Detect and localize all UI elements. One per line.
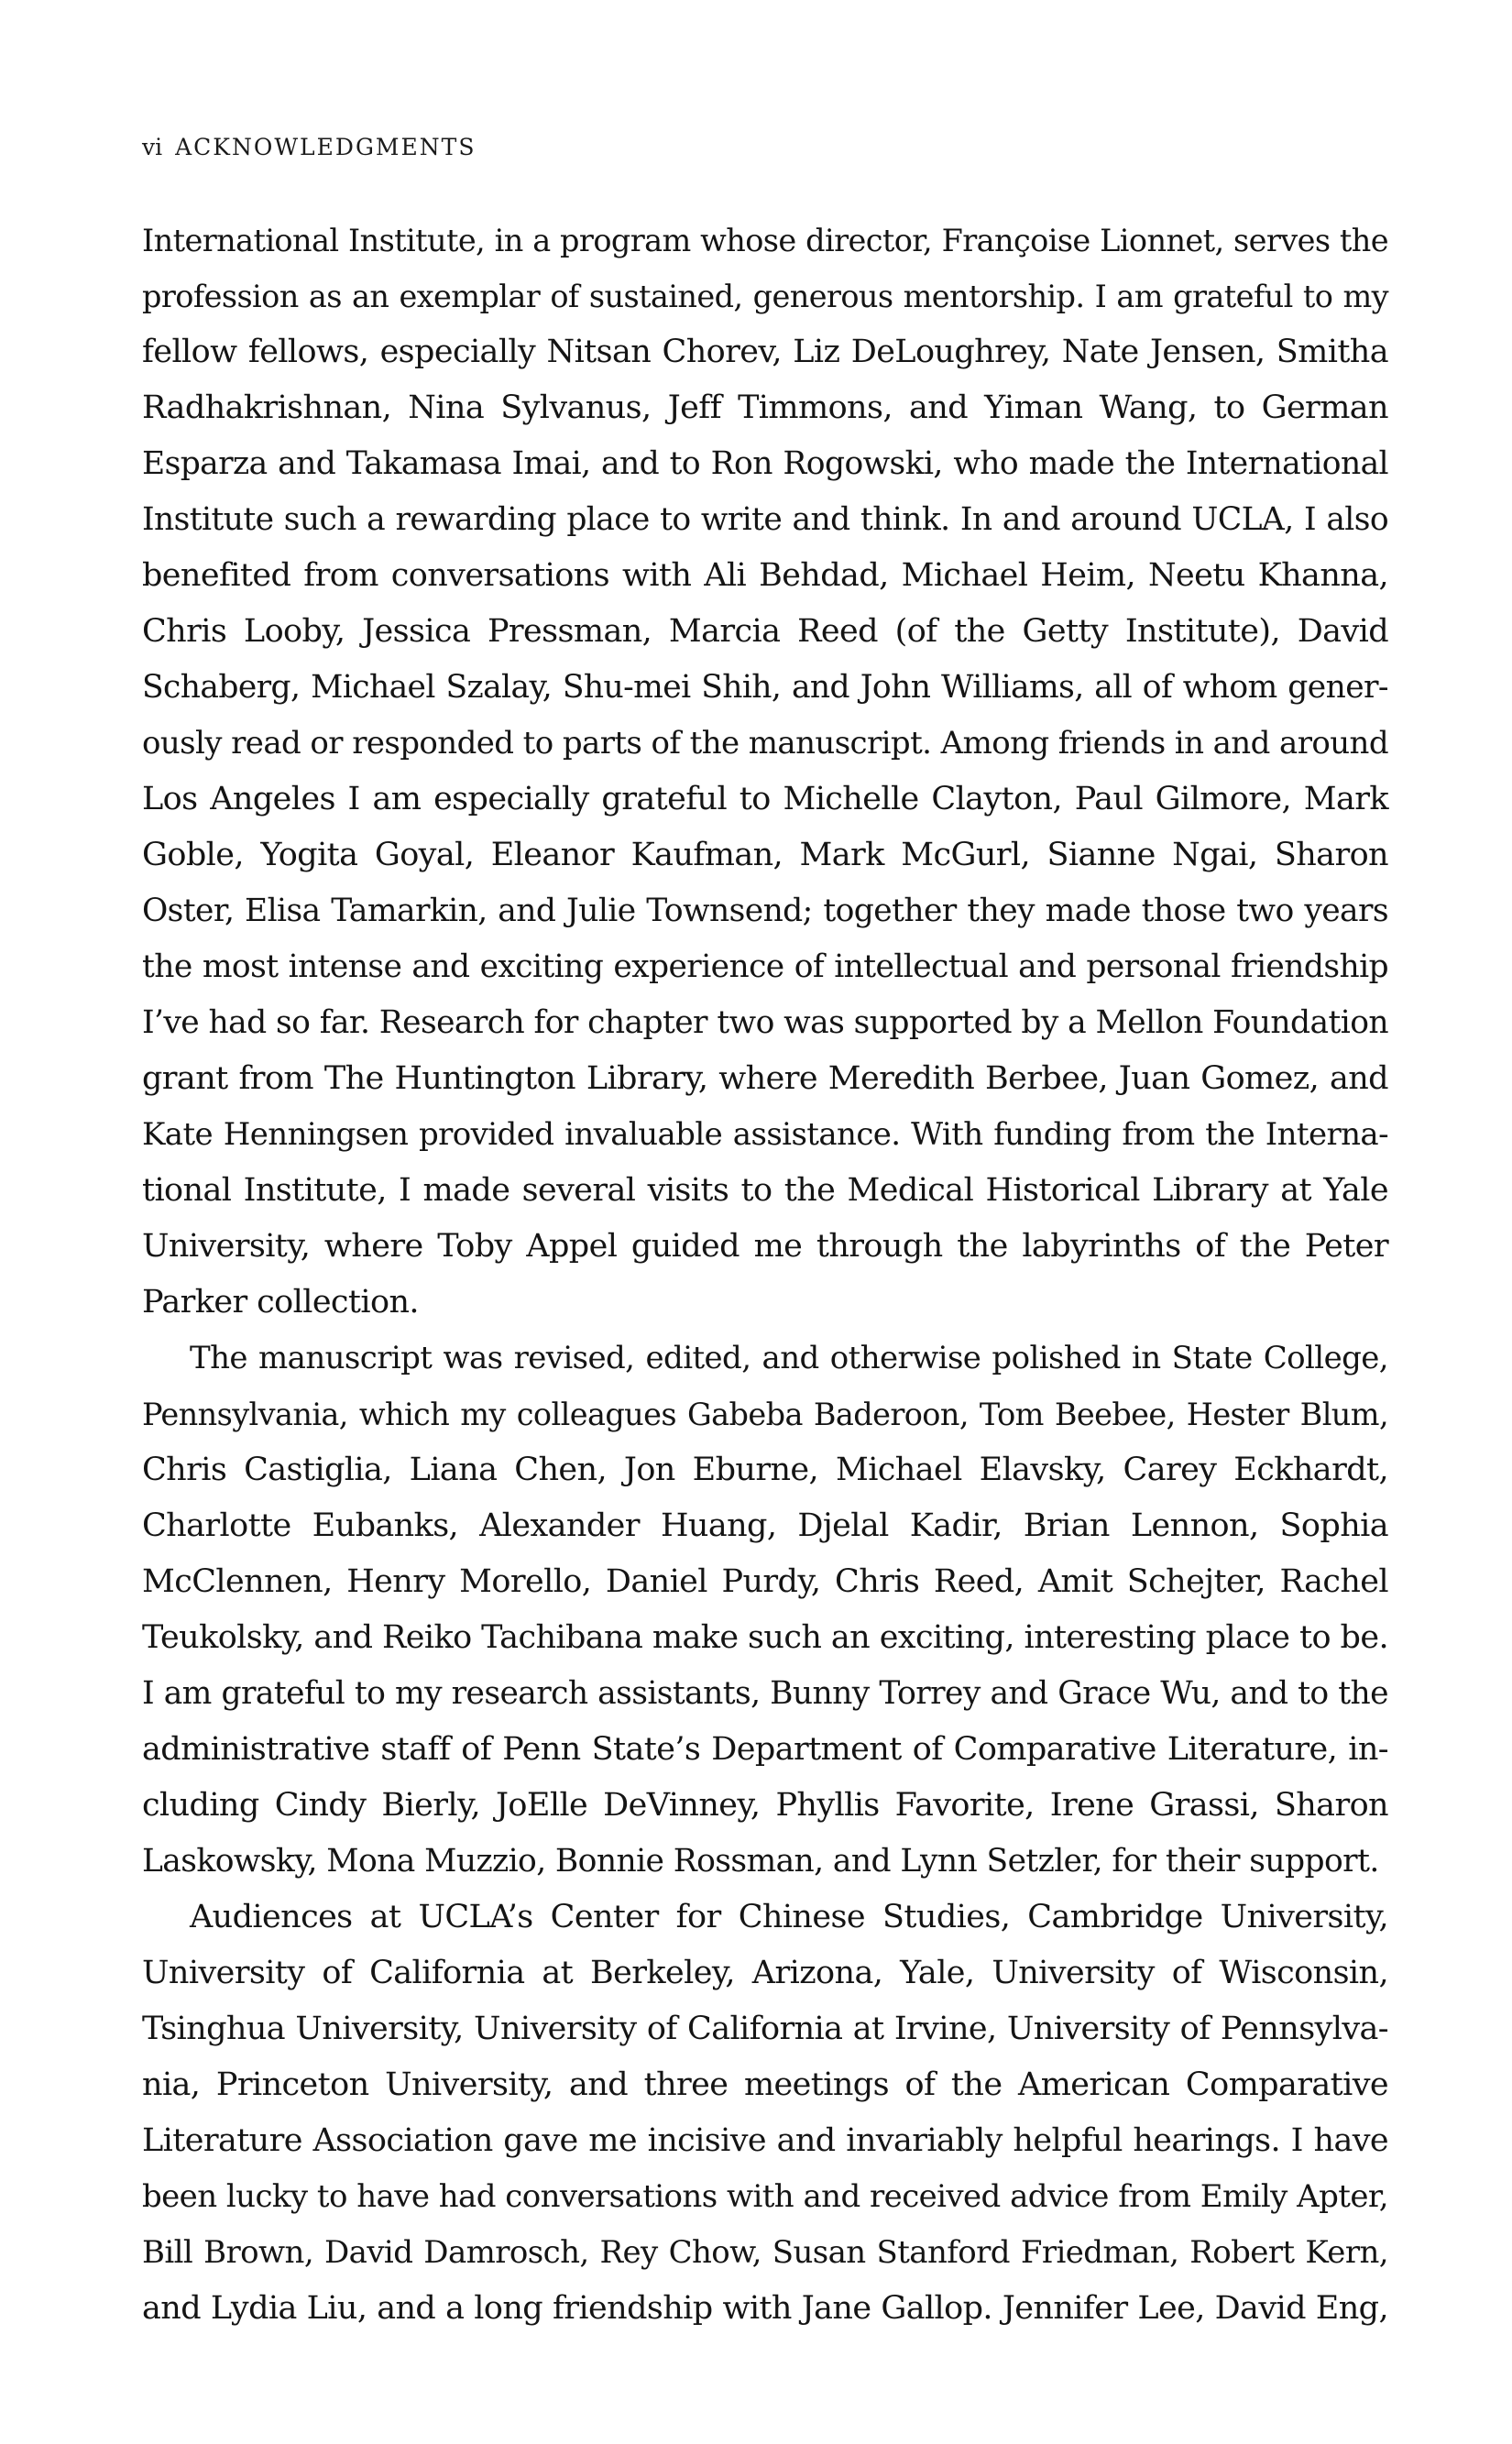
text-line: Audiences at UCLA’s Center for Chinese Studies, Cambridge University, bbox=[190, 1899, 1388, 1935]
text-line: University of California at Berkeley, Arizona, Yale, University of Wisconsin, bbox=[142, 1955, 1388, 1991]
text-line: cluding Cindy Bierly, JoElle DeVinney, Phyllis Favorite, Irene Grassi, Sharon bbox=[142, 1787, 1388, 1824]
text-line: Chris Looby, Jessica Pressman, Marcia Reed (of the Getty Institute), David bbox=[142, 613, 1388, 650]
text-line: administrative staff of Penn State’s Department of Comparative Literature, in- bbox=[142, 1731, 1388, 1768]
text-line: the most intense and exciting experience of intellectual and personal friendship bbox=[142, 948, 1388, 985]
text-line: tional Institute, I made several visits to the Medical Historical Library at Yale bbox=[142, 1172, 1388, 1209]
text-line: Goble, Yogita Goyal, Eleanor Kaufman, Mark McGurl, Sianne Ngai, Sharon bbox=[142, 837, 1388, 873]
text-line: McClennen, Henry Morello, Daniel Purdy, Chris Reed, Amit Schejter, Rachel bbox=[142, 1563, 1388, 1600]
text-line: ously read or responded to parts of the manuscript. Among friends in and around bbox=[142, 725, 1388, 762]
text-line: grant from The Huntington Library, where Meredith Berbee, Juan Gomez, and bbox=[142, 1060, 1388, 1097]
text-line: Tsinghua University, University of California at Irvine, University of Pennsylva- bbox=[142, 2011, 1388, 2047]
text-line: I am grateful to my research assistants, Bunny Torrey and Grace Wu, and to the bbox=[142, 1675, 1388, 1712]
text-line: nia, Princeton University, and three meetings of the American Comparative bbox=[142, 2066, 1388, 2103]
text-line: Laskowsky, Mona Muzzio, Bonnie Rossman, and Lynn Setzler, for their support. bbox=[142, 1843, 1379, 1880]
text-line: Esparza and Takamasa Imai, and to Ron Rogowski, who made the International bbox=[142, 445, 1388, 482]
text-line: Teukolsky, and Reiko Tachibana make such an exciting, interesting place to be. bbox=[142, 1619, 1388, 1656]
paragraph bbox=[142, 1331, 1388, 1890]
paragraph bbox=[142, 213, 1388, 1331]
text-line: fellow fellows, especially Nitsan Chorev, Liz DeLoughrey, Nate Jensen, Smitha bbox=[142, 334, 1388, 370]
text-line: been lucky to have had conversations with and received advice from Emily Apter, bbox=[142, 2178, 1388, 2215]
text-line: Kate Henningsen provided invaluable assistance. With funding from the Interna- bbox=[142, 1116, 1388, 1153]
text-line: and Lydia Liu, and a long friendship with Jane Gallop. Jennifer Lee, David Eng, bbox=[142, 2290, 1388, 2327]
text-line: benefited from conversations with Ali Behdad, Michael Heim, Neetu Khanna, bbox=[142, 557, 1388, 594]
text-line: Bill Brown, David Damrosch, Rey Chow, Susan Stanford Friedman, Robert Kern, bbox=[142, 2234, 1388, 2271]
text-line: University, where Toby Appel guided me through the labyrinths of the Peter bbox=[142, 1228, 1388, 1265]
text-line: Parker collection. bbox=[142, 1284, 419, 1321]
running-head bbox=[142, 134, 476, 160]
text-line: Los Angeles I am especially grateful to Michelle Clayton, Paul Gilmore, Mark bbox=[142, 781, 1388, 817]
text-line: The manuscript was revised, edited, and otherwise polished in State College, bbox=[190, 1340, 1388, 1376]
running-head-title: ACKNOWLEDGMENTS bbox=[175, 134, 477, 160]
text-line: Charlotte Eubanks, Alexander Huang, Djelal Kadir, Brian Lennon, Sophia bbox=[142, 1507, 1388, 1544]
text-line: Oster, Elisa Tamarkin, and Julie Townsend; together they made those two years bbox=[142, 893, 1388, 929]
paragraph bbox=[142, 1890, 1388, 2337]
text-line: International Institute, in a program whose director, Françoise Lionnet, serves the bbox=[142, 223, 1388, 258]
page-number: vi bbox=[142, 134, 163, 160]
text-line: Radhakrishnan, Nina Sylvanus, Jeff Timmons, and Yiman Wang, to German bbox=[142, 389, 1388, 426]
text-line: Institute such a rewarding place to write and think. In and around UCLA, I also bbox=[142, 501, 1388, 538]
text-line: profession as an exemplar of sustained, generous mentorship. I am grateful to my bbox=[142, 279, 1388, 314]
text-line: I’ve had so far. Research for chapter two was supported by a Mellon Foundation bbox=[142, 1004, 1388, 1041]
text-line: Chris Castiglia, Liana Chen, Jon Eburne, Michael Elavsky, Carey Eckhardt, bbox=[142, 1452, 1388, 1488]
text-line: Literature Association gave me incisive and invariably helpful hearings. I have bbox=[142, 2122, 1388, 2159]
text-line: Schaberg, Michael Szalay, Shu-mei Shih, and John Williams, all of whom gener- bbox=[142, 669, 1388, 706]
text-line: Pennsylvania, which my colleagues Gabeba Baderoon, Tom Beebee, Hester Blum, bbox=[142, 1397, 1388, 1432]
body-text bbox=[142, 213, 1388, 2337]
